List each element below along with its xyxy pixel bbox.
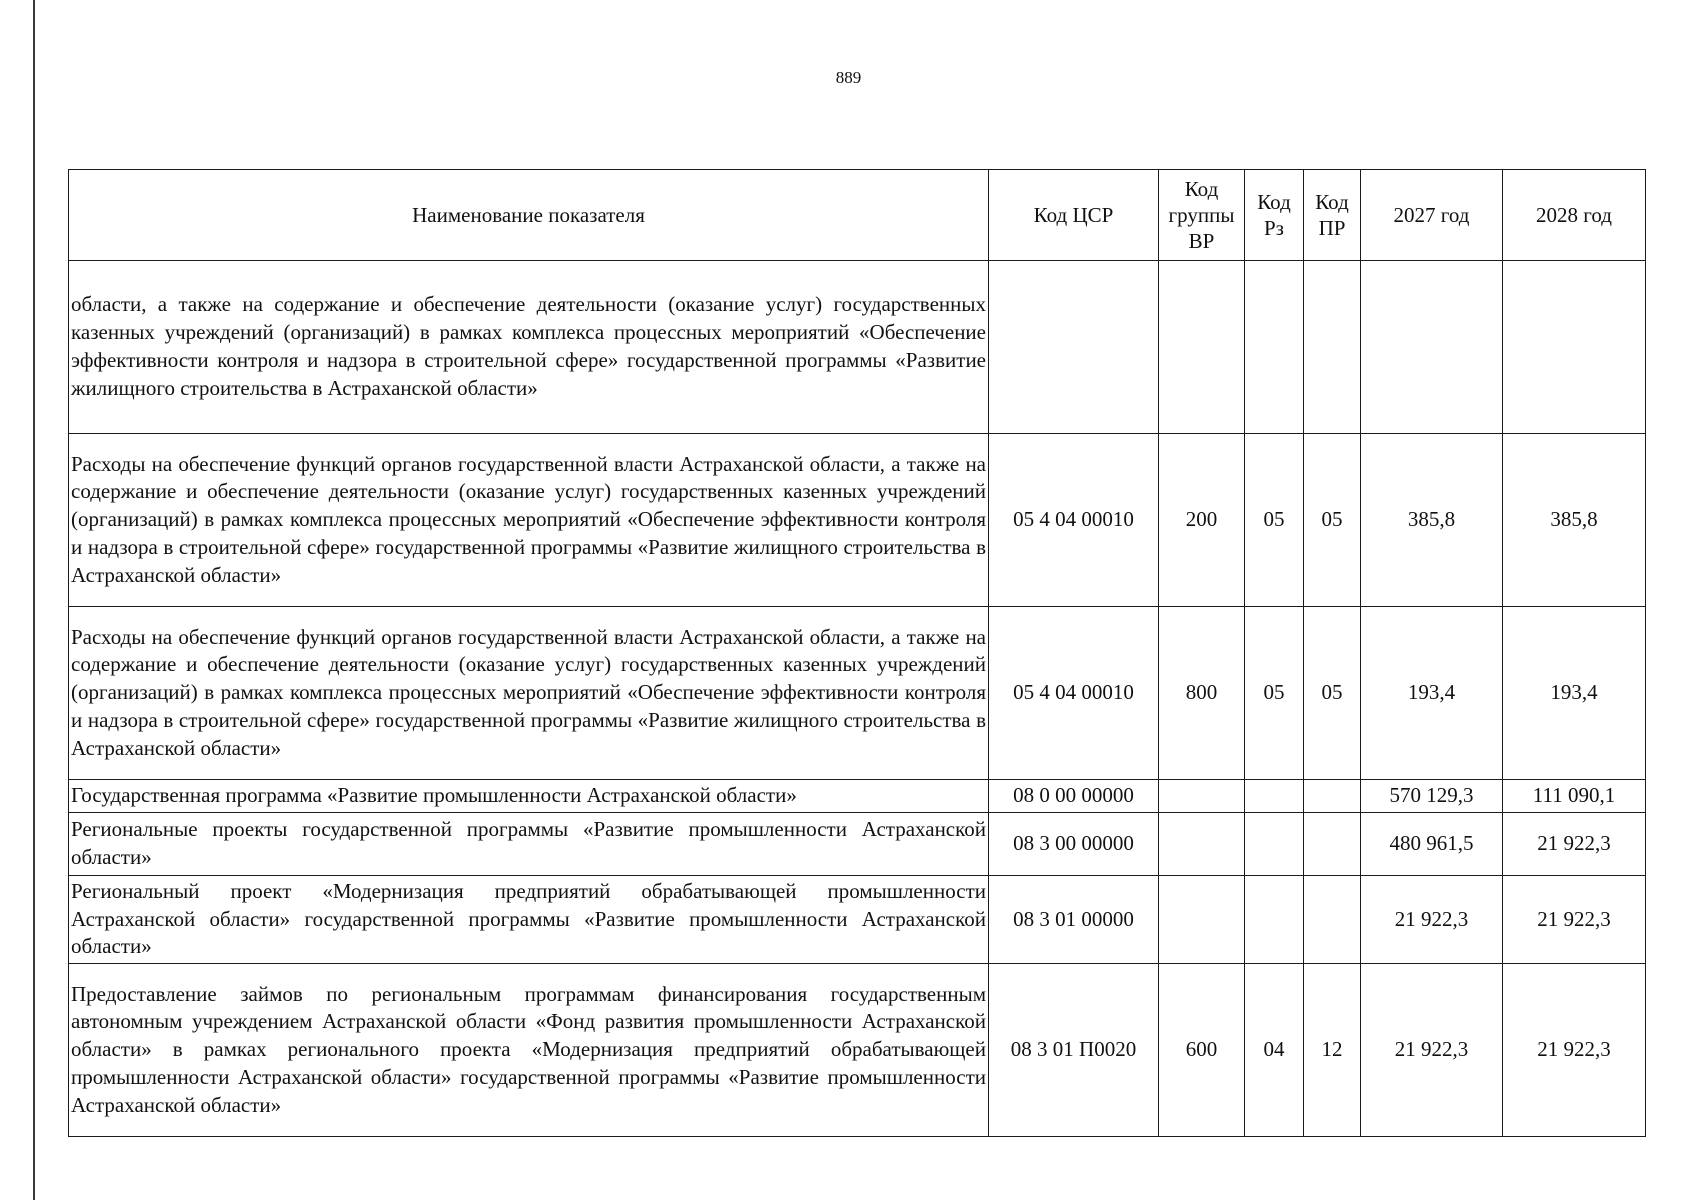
row-csr-code: 08 3 01 П0020 [989, 964, 1159, 1137]
row-rz-code [1245, 780, 1304, 813]
row-pr-code: 05 [1304, 607, 1361, 780]
row-csr-code: 08 3 01 00000 [989, 876, 1159, 964]
row-rz-code [1245, 876, 1304, 964]
row-value-2027: 570 129,3 [1361, 780, 1503, 813]
table-header-row [69, 170, 1646, 261]
header-pr-line1: Код [1315, 190, 1349, 214]
header-year-2028: 2028 год [1503, 170, 1646, 261]
row-vr-code [1159, 780, 1245, 813]
header-rz-line1: Код [1257, 190, 1291, 214]
row-name: Государственная программа «Развитие промышленности Астраханской области» [69, 780, 989, 813]
table-row [69, 434, 1646, 607]
row-csr-code: 08 3 00 00000 [989, 813, 1159, 876]
row-name: Региональный проект «Модернизация предприятий обрабатывающей промышленности Астраханской области» государственной программы «Развитие промышленности Астраханской области» [69, 876, 989, 964]
row-value-2028: 21 922,3 [1503, 964, 1646, 1137]
table-row [69, 261, 1646, 434]
row-value-2028 [1503, 261, 1646, 434]
row-rz-code [1245, 813, 1304, 876]
header-vr-code [1159, 170, 1245, 261]
row-pr-code [1304, 780, 1361, 813]
row-value-2028: 21 922,3 [1503, 813, 1646, 876]
row-vr-code: 600 [1159, 964, 1245, 1137]
page-number: 889 [835, 68, 862, 87]
row-value-2028: 193,4 [1503, 607, 1646, 780]
row-value-2028: 385,8 [1503, 434, 1646, 607]
row-rz-code: 04 [1245, 964, 1304, 1137]
header-rz-code [1245, 170, 1304, 261]
header-rz-line2: Рз [1264, 216, 1284, 240]
row-pr-code [1304, 813, 1361, 876]
row-value-2027: 21 922,3 [1361, 876, 1503, 964]
row-vr-code: 800 [1159, 607, 1245, 780]
header-csr-code: Код ЦСР [989, 170, 1159, 261]
table-row [69, 780, 1646, 813]
row-name: Расходы на обеспечение функций органов государственной власти Астраханской области, а также на содержание и обеспечение деятельности (оказание услуг) государственных казенных учреждений (организаций) в рамках комплекса процессных мероприятий «Обеспечение эффективности контроля и надзора в строительной сфере» государственной программы «Развитие жилищного строительства в Астраханской области» [69, 434, 989, 607]
row-value-2027: 385,8 [1361, 434, 1503, 607]
row-csr-code: 08 0 00 00000 [989, 780, 1159, 813]
header-pr-line2: ПР [1318, 216, 1346, 240]
row-value-2027 [1361, 261, 1503, 434]
row-rz-code [1245, 261, 1304, 434]
row-rz-code: 05 [1245, 434, 1304, 607]
row-pr-code: 05 [1304, 434, 1361, 607]
table-row [69, 964, 1646, 1137]
header-pr-code [1304, 170, 1361, 261]
row-pr-code [1304, 261, 1361, 434]
header-vr-line2: группы [1168, 203, 1235, 227]
row-value-2027: 21 922,3 [1361, 964, 1503, 1137]
row-value-2028: 21 922,3 [1503, 876, 1646, 964]
row-csr-code: 05 4 04 00010 [989, 607, 1159, 780]
row-rz-code: 05 [1245, 607, 1304, 780]
row-name: Предоставление займов по региональным программам финансирования государственным автономным учреждением Астраханской области «Фонд развития промышленности Астраханской области» в рамках регионального проекта «Модернизация предприятий обрабатывающей промышленности Астраханской области» государственной программы «Развитие промышленности Астраханской области» [69, 964, 989, 1137]
row-pr-code [1304, 876, 1361, 964]
header-year-2027: 2027 год [1361, 170, 1503, 261]
row-vr-code: 200 [1159, 434, 1245, 607]
row-csr-code [989, 261, 1159, 434]
table-row [69, 876, 1646, 964]
row-csr-code: 05 4 04 00010 [989, 434, 1159, 607]
row-vr-code [1159, 813, 1245, 876]
table-row [69, 607, 1646, 780]
row-value-2028: 111 090,1 [1503, 780, 1646, 813]
budget-table [68, 169, 1646, 1137]
row-name: Расходы на обеспечение функций органов государственной власти Астраханской области, а также на содержание и обеспечение деятельности (оказание услуг) государственных казенных учреждений (организаций) в рамках комплекса процессных мероприятий «Обеспечение эффективности контроля и надзора в строительной сфере» государственной программы «Развитие жилищного строительства в Астраханской области» [69, 607, 989, 780]
row-value-2027: 480 961,5 [1361, 813, 1503, 876]
row-vr-code [1159, 876, 1245, 964]
row-value-2027: 193,4 [1361, 607, 1503, 780]
row-name: области, а также на содержание и обеспечение деятельности (оказание услуг) государственных казенных учреждений (организаций) в рамках комплекса процессных мероприятий «Обеспечение эффективности контроля и надзора в строительной сфере» государственной программы «Развитие жилищного строительства в Астраханской области» [69, 261, 989, 434]
header-vr-line3: ВР [1188, 229, 1215, 253]
scan-margin-line [33, 0, 35, 1200]
table-row [69, 813, 1646, 876]
header-vr-line1: Код [1184, 177, 1219, 201]
header-name: Наименование показателя [69, 170, 989, 261]
row-name: Региональные проекты государственной программы «Развитие промышленности Астраханской области» [69, 813, 989, 876]
row-vr-code [1159, 261, 1245, 434]
row-pr-code: 12 [1304, 964, 1361, 1137]
